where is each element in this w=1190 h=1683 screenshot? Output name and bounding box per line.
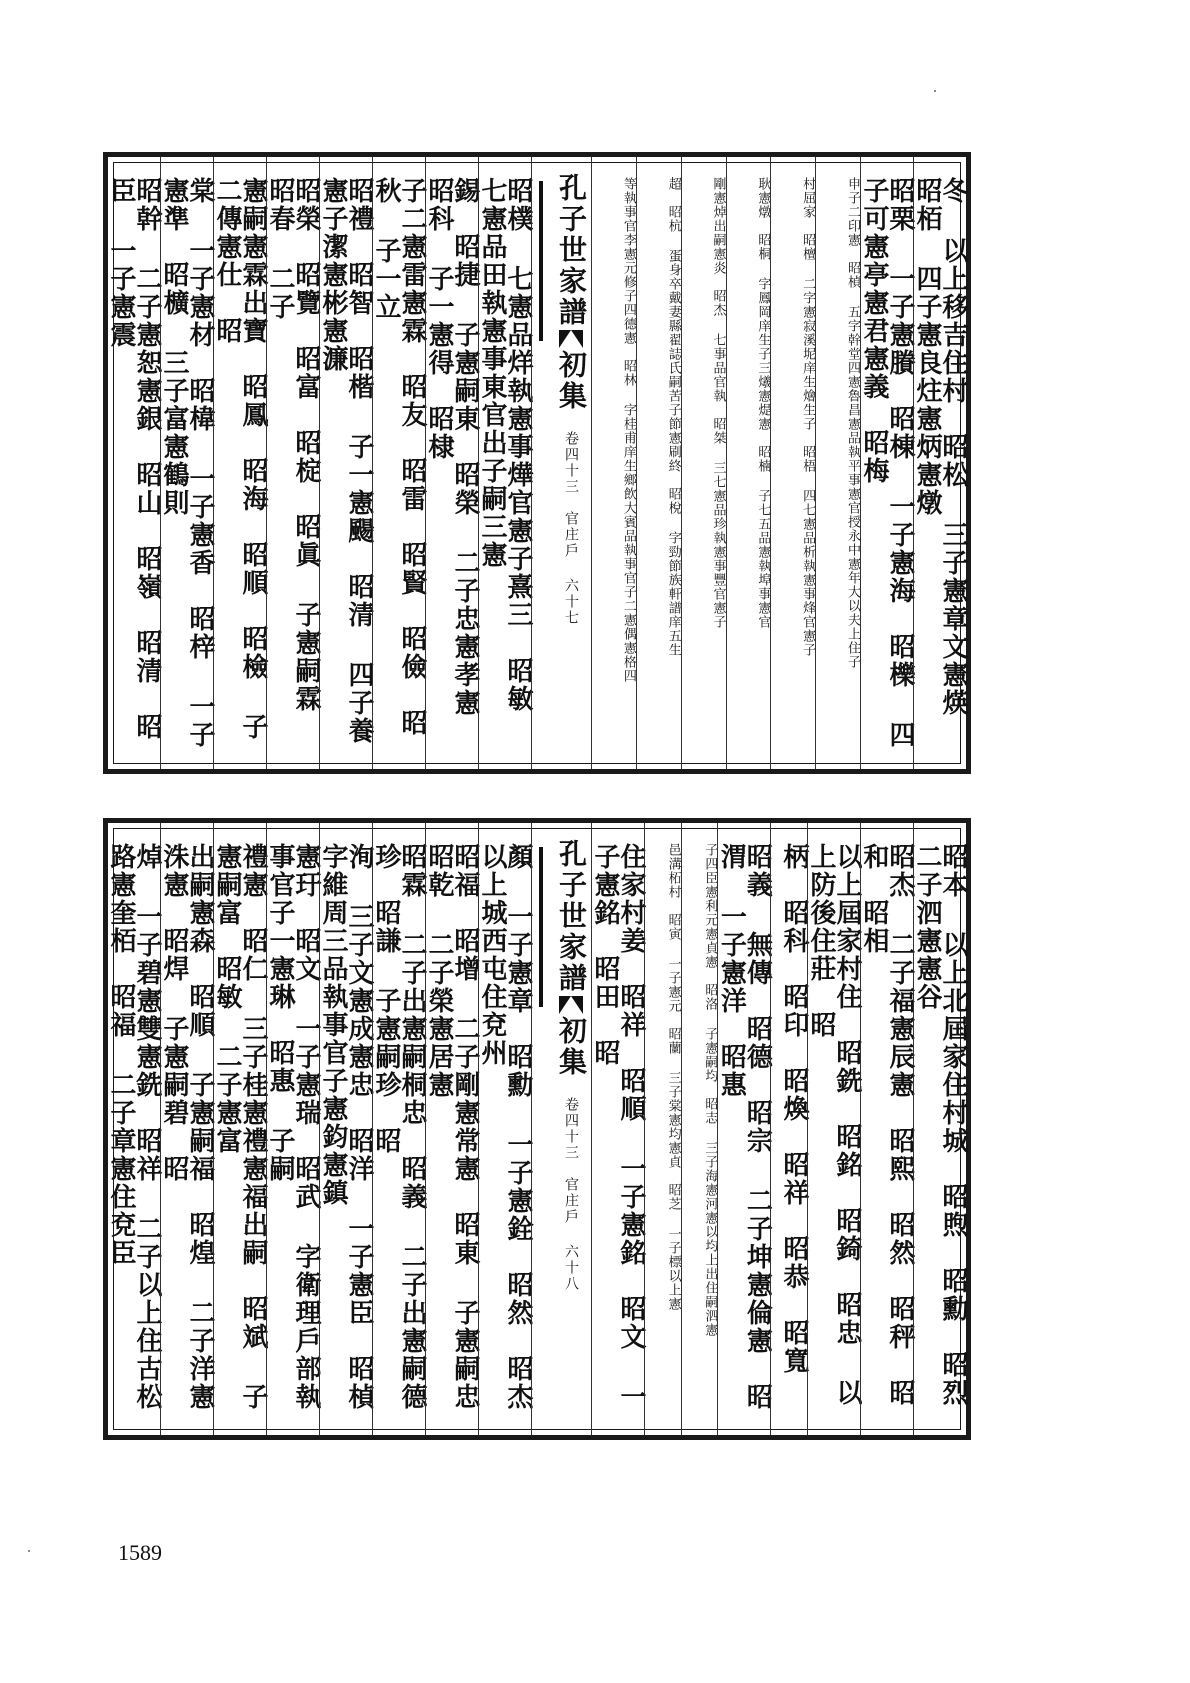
bottom-col-2: 昭杰 二子福憲辰憲 昭熙 昭然 昭秤 昭和 昭相 [860, 823, 913, 1435]
bottom-col-16: 焯 一子碧憲雙憲銑 昭祥 二子以上住古松路憲奎栢 昭福 二子章憲住兗臣 [105, 843, 162, 1411]
top-columns [108, 157, 966, 769]
top-col-9: 昭樸 七憲品烊執憲事燁官憲子熹三 昭敏 七憲品田執憲事東官出子嗣三憲 [478, 157, 531, 769]
top-col-10: 錫 昭捷 子憲嗣東 昭榮 二子忠憲孝憲 昭科 子一憲得 昭棣 [425, 157, 478, 769]
bottom-col-10: 昭福 昭增 二子剛憲常憲 昭東 子憲嗣忠 昭乾 二子榮憲居憲 [425, 823, 478, 1435]
top-col-15: 棠 一子憲材 昭椲 一子憲香 昭梓 一子憲準 昭櫎 三子富憲鶴則 [160, 157, 213, 769]
top-folio: 六十七 [563, 578, 580, 626]
bottom-col-8: 住家村姜 昭祥 昭順 一子憲銘 昭文 一子憲銘 昭田 昭 [591, 823, 644, 1435]
top-col-3: 申子二印憲 昭楨 五字幹堂四憲魯昌憲品執平事憲官授永中憲年大以夫上住子 [815, 157, 860, 769]
top-book-subtitle: 初集 [555, 350, 589, 412]
bottom-col-9: 顏 一子憲章 昭勳 一子憲銓 昭然 昭杰 以上城西屯住兗州 [478, 823, 531, 1435]
bottom-col-6: 子四臣憲利元憲貞憲 昭洛 子憲嗣均 昭志 三子海憲河憲以均上出住嗣泗憲 [681, 823, 718, 1435]
page-number: 1589 [118, 1540, 162, 1565]
bottom-book-title: 孔子世家譜 [554, 839, 588, 994]
top-volume: 卷四十三 官庄戶 [563, 431, 580, 559]
bottom-book-subtitle: 初集 [554, 1016, 588, 1078]
top-col-2: 昭栗 一子憲賸 昭棟 一子憲海 昭櫟 四子可憲亭憲君憲義 昭梅 [860, 157, 913, 769]
bottom-center-title [531, 823, 591, 1435]
bottom-folio: 六十八 [562, 1244, 579, 1292]
bottom-col-4: 柄 昭科 昭印 昭煥 昭祥 昭恭 昭寬 [770, 823, 807, 1435]
black-bar [539, 847, 543, 1007]
top-col-14: 憲嗣憲霖出寶 昭鳳 昭海 昭順 昭檢 子二傳憲仕 昭 [213, 157, 266, 769]
bottom-col-13: 憲玗 昭文 一子憲瑞 昭武 字衛理戶部執事官子一憲琳 昭惠 子嗣 [266, 823, 319, 1435]
top-col-6: 剛憲焯出嗣憲炎 昭杰 七事品官執 昭桀 三七憲品珍執憲事豐官憲子 [681, 157, 726, 769]
bottom-col-14: 禮憲 昭仁 三子桂憲禮憲福出嗣 昭斌 子憲嗣富 昭敏 二子憲富 [213, 823, 266, 1435]
bottom-col-11: 昭霖 二子出憲嗣桐忠 昭義 二子出憲嗣德珍 昭謙 子憲嗣珍 昭 [372, 823, 425, 1435]
bottom-col-12: 洵 三子文憲成憲忠 昭洋 一子憲臣 昭楨 字維周三品執事官子憲鈞憲鎮 [319, 823, 372, 1435]
bottom-page [103, 818, 971, 1440]
top-col-11: 子二憲雷憲霖 昭友 昭雷 昭賢 昭儉 昭秋 子一立 [372, 157, 425, 769]
bottom-col-15: 出嗣憲森 昭順 子憲嗣福 昭煌 二子洋憲洙憲 昭焊 子憲嗣碧 昭 [160, 823, 213, 1435]
top-col-4: 村屈家 昭檀 二字憲寂溪坭庠生燴生子 昭梧 四七憲品析執憲事烽官憲子 [770, 157, 815, 769]
top-center-title [531, 157, 591, 769]
bottom-col-5: 昭義 無傳 昭德 昭宗 二子坤憲倫憲 昭渭 一子憲洋 昭惠 [717, 823, 770, 1435]
top-book-title: 孔子世家譜 [555, 173, 589, 328]
fish-tail-icon [557, 328, 585, 350]
top-col-1: 冬 以上移吉住村 昭松 三子憲章文憲煐 昭栢 四子憲良炷憲炳憲燉 [913, 157, 966, 769]
top-col-12: 昭禮 昭智 昭楷 子一憲颺 昭清 四子養憲子潔憲彬憲濂 [319, 157, 372, 769]
bottom-volume: 卷四十三 官庄戶 [562, 1097, 579, 1225]
top-col-5: 耿憲燉 昭桐 字鳳岡庠生子三爔憲煶憲 昭楠 子七五品憲執埠事憲官 [726, 157, 771, 769]
fish-tail-icon [557, 994, 585, 1016]
top-col-13: 昭榮 昭覽 昭富 昭椗 昭眞 子憲嗣霖 昭春 二子 [266, 157, 319, 769]
top-col-7: 超 昭杭 蛋身卒戴妻縣翟誌氏嗣苦子節憲刷終 昭梲 字勁節族軒譜庠五生 [636, 157, 681, 769]
top-page [103, 152, 971, 774]
top-col-16: 昭幹 二子憲恕憲銀 昭山 昭嶺 昭清 昭臣 一子憲震 [106, 177, 163, 741]
top-col-8: 等執事官李憲元修子四德憲 昭林 字桂甫庠生鄉飲大賓品執事官子二憲偶憲格四 [591, 157, 636, 769]
bottom-col-7: 邑溝柘村 昭寅 一子憲元 昭蘭 三子棠憲均憲貞 昭芝 一子標以上憲 [644, 823, 681, 1435]
black-bar [539, 181, 543, 341]
bottom-columns [105, 823, 968, 1439]
bottom-col-1: 昭本 以上北屆家住村城 昭煦 昭勳 昭烈 二子泗憲憲谷 [913, 823, 966, 1435]
bottom-col-3: 以上屆家村住 昭銑 昭銘 昭錡 昭忠 以上防後住莊 昭 [807, 823, 860, 1435]
